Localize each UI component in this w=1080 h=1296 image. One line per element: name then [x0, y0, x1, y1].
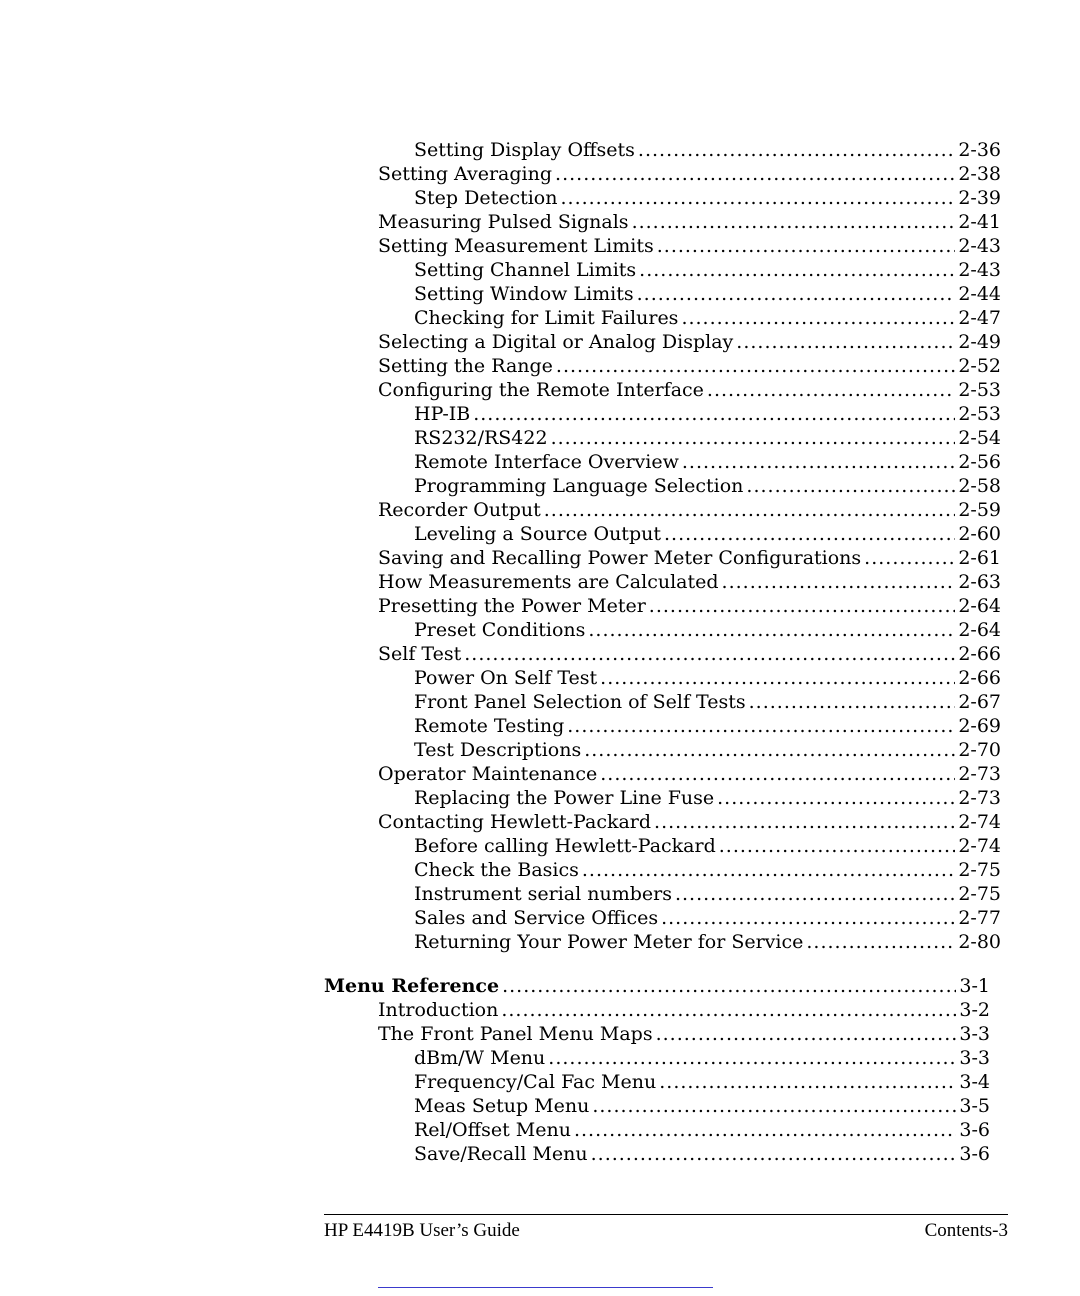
toc-entry-page: 3-3	[959, 1047, 990, 1069]
toc-entry[interactable]	[0, 330, 1001, 354]
toc-entry-title: Preset Conditions	[414, 619, 586, 641]
toc-entry-title: Measuring Pulsed Signals	[378, 211, 629, 233]
toc-entry[interactable]	[0, 810, 1001, 834]
toc-entry-title: Configuring the Remote Interface	[378, 379, 704, 401]
toc-entry[interactable]	[0, 522, 1001, 546]
dot-leader	[736, 330, 955, 354]
toc-entry-title: Instrument serial numbers	[414, 883, 672, 905]
dot-leader	[649, 594, 956, 618]
toc-entry-page: 2-53	[958, 403, 1001, 425]
dot-leader	[567, 714, 955, 738]
dot-leader	[501, 998, 956, 1022]
toc-entry-title: The Front Panel Menu Maps	[378, 1023, 653, 1045]
toc-entry-page: 2-67	[958, 691, 1001, 713]
toc-entry-page: 2-38	[958, 163, 1001, 185]
toc-entry-page: 2-39	[958, 187, 1001, 209]
toc-entry-title: Remote Interface Overview	[414, 451, 679, 473]
toc-entry-title: RS232/RS422	[414, 427, 548, 449]
toc-entry-title: Check the Basics	[414, 859, 579, 881]
dot-leader	[637, 282, 956, 306]
dot-leader	[556, 354, 955, 378]
toc-entry[interactable]	[0, 1022, 990, 1046]
toc-entry-title: HP-IB	[414, 403, 471, 425]
toc-entry-page: 2-36	[958, 139, 1001, 161]
dot-leader	[749, 690, 956, 714]
toc-entry[interactable]	[0, 714, 1001, 738]
toc-entry-title: Operator Maintenance	[378, 763, 598, 785]
toc-entry-page: 3-6	[959, 1143, 990, 1165]
toc-entry-page: 3-2	[959, 999, 990, 1021]
dot-leader	[544, 498, 956, 522]
dot-leader	[664, 522, 955, 546]
toc-entry[interactable]	[0, 906, 1001, 930]
toc-entry-title: Setting Averaging	[378, 163, 553, 185]
toc-entry[interactable]	[0, 378, 1001, 402]
toc-entry-page: 2-64	[958, 595, 1001, 617]
dot-leader	[682, 450, 955, 474]
toc-entry[interactable]	[0, 282, 1001, 306]
toc-entry-page: 3-4	[959, 1071, 990, 1093]
dot-leader	[657, 234, 956, 258]
toc-entry-title: Remote Testing	[414, 715, 565, 737]
dot-leader	[551, 426, 956, 450]
toc-entry-page: 2-54	[958, 427, 1001, 449]
dot-leader	[588, 618, 955, 642]
toc-entry-title: Introduction	[378, 999, 499, 1021]
dot-leader	[464, 642, 955, 666]
dot-leader	[722, 570, 956, 594]
footer-document-title: HP E4419B User’s Guide	[324, 1220, 520, 1241]
toc-entry-page: 2-66	[958, 667, 1001, 689]
toc-entry-title: Setting Measurement Limits	[378, 235, 654, 257]
dot-leader	[560, 186, 955, 210]
dot-leader	[548, 1046, 956, 1070]
dot-leader	[639, 258, 955, 282]
toc-entry-title: Before calling Hewlett-Packard	[414, 835, 716, 857]
toc-entry[interactable]	[0, 258, 1001, 282]
toc-entry[interactable]	[0, 738, 1001, 762]
toc-entry-title: Meas Setup Menu	[414, 1095, 590, 1117]
toc-entry-page: 3-3	[959, 1023, 990, 1045]
toc-entry[interactable]	[0, 834, 1001, 858]
toc-entry[interactable]	[0, 546, 1001, 570]
dot-leader	[864, 546, 955, 570]
toc-entry[interactable]	[0, 642, 1001, 666]
toc-entry[interactable]	[0, 690, 1001, 714]
toc-entry-title: dBm/W Menu	[414, 1047, 546, 1069]
dot-leader	[584, 738, 955, 762]
toc-entry[interactable]	[0, 1070, 990, 1094]
toc-entry-page: 2-58	[958, 475, 1001, 497]
toc-entry-title: Checking for Limit Failures	[414, 307, 679, 329]
dot-leader	[746, 474, 955, 498]
dot-leader	[555, 162, 955, 186]
toc-entry-title: Setting the Range	[378, 355, 553, 377]
toc-entry[interactable]	[0, 210, 1001, 234]
toc-entry-title: Self Test	[378, 643, 462, 665]
dot-leader	[473, 402, 955, 426]
toc-entry-title: Leveling a Source Output	[414, 523, 661, 545]
dot-leader	[582, 858, 955, 882]
toc-entry[interactable]	[0, 138, 1001, 162]
toc-entry[interactable]	[0, 930, 1001, 954]
toc-entry-title: Frequency/Cal Fac Menu	[414, 1071, 657, 1093]
dot-leader	[502, 974, 956, 998]
toc-entry-page: 2-43	[958, 235, 1001, 257]
toc-entry[interactable]	[0, 402, 1001, 426]
toc-entry-title: Rel/Offset Menu	[414, 1119, 571, 1141]
dot-leader	[717, 786, 955, 810]
dot-leader	[675, 882, 955, 906]
dot-leader	[638, 138, 955, 162]
toc-entry-title: Returning Your Power Meter for Service	[414, 931, 804, 953]
toc-entry[interactable]	[0, 498, 1001, 522]
toc-chapter-heading[interactable]	[0, 974, 990, 998]
dot-leader	[600, 666, 955, 690]
toc-entry-page: 2-49	[958, 331, 1001, 353]
toc-entry-title: Recorder Output	[378, 499, 541, 521]
toc-entry-page: 2-70	[958, 739, 1001, 761]
toc-entry-title: How Measurements are Calculated	[378, 571, 719, 593]
toc-entry-title: Front Panel Selection of Self Tests	[414, 691, 746, 713]
dot-leader	[600, 762, 955, 786]
toc-entry-title: Save/Recall Menu	[414, 1143, 588, 1165]
toc-entry[interactable]	[0, 426, 1001, 450]
toc-entry[interactable]	[0, 354, 1001, 378]
toc-entry[interactable]	[0, 1118, 990, 1142]
dot-leader	[719, 834, 956, 858]
toc-entry-title: Sales and Service Offices	[414, 907, 659, 929]
toc-entry-page: 2-43	[958, 259, 1001, 281]
toc-entry-page: 2-47	[958, 307, 1001, 329]
dot-leader	[591, 1142, 957, 1166]
toc-entry[interactable]	[0, 474, 1001, 498]
toc-entry-title: Replacing the Power Line Fuse	[414, 787, 715, 809]
toc-entry-page: 2-73	[958, 763, 1001, 785]
toc-entry-page: 2-61	[958, 547, 1001, 569]
toc-entry-page: 2-77	[958, 907, 1001, 929]
dot-leader	[592, 1094, 956, 1118]
toc-entry[interactable]	[0, 570, 1001, 594]
toc-entry-page: 2-44	[958, 283, 1001, 305]
toc-entry[interactable]	[0, 162, 1001, 186]
toc-entry[interactable]	[0, 306, 1001, 330]
toc-entry[interactable]	[0, 618, 1001, 642]
toc-entry-page: 2-75	[958, 859, 1001, 881]
toc-entry-page: 2-69	[958, 715, 1001, 737]
toc-entry-page: 2-52	[958, 355, 1001, 377]
toc-entry-page: 2-64	[958, 619, 1001, 641]
toc-entry[interactable]	[0, 234, 1001, 258]
toc-entry[interactable]	[0, 762, 1001, 786]
toc-entry-title: Test Descriptions	[414, 739, 582, 761]
dot-leader	[806, 930, 955, 954]
toc-entry-page: 2-63	[958, 571, 1001, 593]
toc-entry[interactable]	[0, 858, 1001, 882]
toc-entry-title: Contacting Hewlett-Packard	[378, 811, 652, 833]
toc-entry-title: Presetting the Power Meter	[378, 595, 646, 617]
dot-leader	[659, 1070, 956, 1094]
toc-entry-page: 2-66	[958, 643, 1001, 665]
toc-entry-title: Setting Window Limits	[414, 283, 634, 305]
toc-entry-title: Setting Channel Limits	[414, 259, 637, 281]
toc-entry-page: 2-56	[958, 451, 1001, 473]
dot-leader	[681, 306, 955, 330]
toc-entry-title: Selecting a Digital or Analog Display	[378, 331, 734, 353]
toc-entry-page: 2-74	[958, 811, 1001, 833]
toc-entry-page: 2-41	[958, 211, 1001, 233]
toc-entry-page: 2-73	[958, 787, 1001, 809]
toc-entry[interactable]	[0, 186, 1001, 210]
toc-chapter-title: Menu Reference	[324, 975, 500, 997]
link-underline[interactable]	[378, 1287, 713, 1288]
toc-entry[interactable]	[0, 450, 1001, 474]
toc-entry[interactable]	[0, 1094, 990, 1118]
toc-chapter-page: 3-1	[959, 975, 990, 997]
toc-entry-page: 2-80	[958, 931, 1001, 953]
toc-entry-page: 2-74	[958, 835, 1001, 857]
toc-entry-page: 3-5	[959, 1095, 990, 1117]
toc-entry-page: 2-60	[958, 523, 1001, 545]
toc-entry[interactable]	[0, 786, 1001, 810]
toc-entry-title: Setting Display Offsets	[414, 139, 635, 161]
toc-entry-page: 2-53	[958, 379, 1001, 401]
dot-leader	[654, 810, 955, 834]
table-of-contents	[0, 138, 1080, 1166]
toc-entry[interactable]	[0, 882, 1001, 906]
toc-entry-title: Power On Self Test	[414, 667, 598, 689]
footer-divider	[324, 1214, 1008, 1215]
toc-entry-page: 2-75	[958, 883, 1001, 905]
toc-entry[interactable]	[0, 666, 1001, 690]
toc-entry-title: Programming Language Selection	[414, 475, 744, 497]
toc-entry[interactable]	[0, 1142, 990, 1166]
footer-page-number: Contents-3	[924, 1220, 1008, 1241]
toc-entry-title: Saving and Recalling Power Meter Configurations	[378, 547, 862, 569]
toc-entry-page: 2-59	[958, 499, 1001, 521]
dot-leader	[707, 378, 955, 402]
toc-entry[interactable]	[0, 998, 990, 1022]
toc-entry[interactable]	[0, 594, 1001, 618]
dot-leader	[661, 906, 955, 930]
dot-leader	[656, 1022, 957, 1046]
toc-entry-title: Step Detection	[414, 187, 558, 209]
toc-entry-page: 3-6	[959, 1119, 990, 1141]
toc-entry[interactable]	[0, 1046, 990, 1070]
dot-leader	[574, 1118, 956, 1142]
dot-leader	[632, 210, 956, 234]
